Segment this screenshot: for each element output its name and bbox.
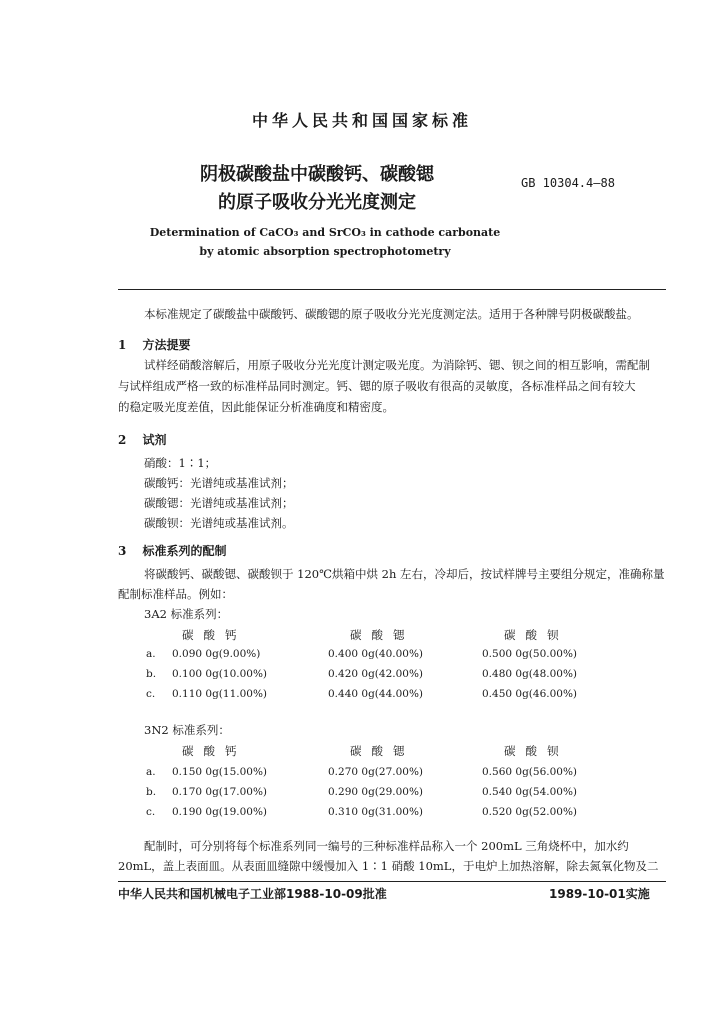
section-3-number: 3 xyxy=(118,544,127,558)
section-1-line: 与试样组成严格一致的标准样品同时测定。钙、锶的原子吸收有很高的灵敏度，各标准样品之间有较大 xyxy=(118,379,636,393)
reagent-item: 碳酸锶：光谱纯或基准试剂； xyxy=(144,496,294,510)
column-header-baco3: 碳酸钡 xyxy=(504,744,569,758)
header-divider xyxy=(118,289,666,290)
row-mark: a. xyxy=(146,648,156,660)
baco3-value: 0.500 0g(50.00%) xyxy=(482,648,578,660)
section-1-line: 的稳定吸光度差值，因此能保证分析准确度和精密度。 xyxy=(118,400,394,414)
section-1-heading xyxy=(118,336,191,353)
caco3-value: 0.170 0g(17.00%) xyxy=(172,786,268,798)
caco3-value: 0.190 0g(19.00%) xyxy=(172,806,268,818)
effective-date: 1989-10-01实施 xyxy=(549,887,650,901)
srco3-value: 0.290 0g(29.00%) xyxy=(328,786,424,798)
section-3-title: 标准系列的配制 xyxy=(142,544,227,558)
reagent-item: 硝酸：1∶1； xyxy=(144,456,217,470)
section-3-line: 配制标准样品。例如： xyxy=(118,587,233,601)
document-title-line2: 的原子吸收分光光度测定 xyxy=(218,192,416,213)
row-mark: b. xyxy=(146,668,157,680)
srco3-value: 0.420 0g(42.00%) xyxy=(328,668,424,680)
section-1-number: 1 xyxy=(118,338,127,352)
srco3-value: 0.440 0g(44.00%) xyxy=(328,688,424,700)
baco3-value: 0.480 0g(48.00%) xyxy=(482,668,578,680)
baco3-value: 0.450 0g(46.00%) xyxy=(482,688,578,700)
column-header-caco3: 碳酸钙 xyxy=(182,744,247,758)
srco3-value: 0.270 0g(27.00%) xyxy=(328,766,424,778)
caco3-value: 0.150 0g(15.00%) xyxy=(172,766,268,778)
section-3-heading xyxy=(118,542,227,559)
column-header-caco3: 碳酸钙 xyxy=(182,628,247,642)
intro-paragraph: 本标准规定了碳酸盐中碳酸钙、碳酸锶的原子吸收分光光度测定法。适用于各种牌号阴极碳酸盐。 xyxy=(144,307,639,321)
standard-number: GB 10304.4—88 xyxy=(521,176,615,190)
row-mark: c. xyxy=(146,688,156,700)
row-mark: c. xyxy=(146,806,156,818)
section-3-line: 将碳酸钙、碳酸锶、碳酸钡于 120℃烘箱中烘 2h 左右，冷却后，按试样牌号主要组分规定，准确称量 xyxy=(144,567,665,581)
reagent-item: 碳酸钡：光谱纯或基准试剂。 xyxy=(144,516,294,530)
baco3-value: 0.520 0g(52.00%) xyxy=(482,806,578,818)
baco3-value: 0.540 0g(54.00%) xyxy=(482,786,578,798)
reagent-item: 碳酸钙：光谱纯或基准试剂； xyxy=(144,476,294,490)
section-2-title: 试剂 xyxy=(142,433,167,447)
caco3-value: 0.090 0g(9.00%) xyxy=(172,648,261,660)
srco3-value: 0.400 0g(40.00%) xyxy=(328,648,424,660)
series-3a2-label: 3A2 标准系列： xyxy=(144,607,229,621)
english-title-line2: by atomic absorption spectrophotometry xyxy=(199,245,451,258)
row-mark: b. xyxy=(146,786,157,798)
caco3-value: 0.100 0g(10.00%) xyxy=(172,668,268,680)
approval-line: 中华人民共和国机械电子工业部1988-10-09批准 xyxy=(118,887,387,901)
series-3n2-label: 3N2 标准系列： xyxy=(144,723,230,737)
footer-divider xyxy=(118,881,666,882)
standard-title: 中华人民共和国国家标准 xyxy=(251,111,472,130)
row-mark: a. xyxy=(146,766,156,778)
section-2-heading xyxy=(118,431,167,448)
section-2-number: 2 xyxy=(118,433,127,447)
srco3-value: 0.310 0g(31.00%) xyxy=(328,806,424,818)
baco3-value: 0.560 0g(56.00%) xyxy=(482,766,578,778)
section-1-line: 试样经硝酸溶解后，用原子吸收分光光度计测定吸光度。为消除钙、锶、钡之间的相互影响，需配制 xyxy=(144,358,650,372)
english-title-line1: Determination of CaCO₃ and SrCO₃ in cathode carbonate xyxy=(149,226,501,239)
closing-line1: 配制时，可分别将每个标准系列同一编号的三种标准样品称入一个 200mL 三角烧杯中，加水约 xyxy=(144,839,629,853)
section-1-title: 方法提要 xyxy=(142,338,191,352)
column-header-srco3: 碳酸锶 xyxy=(350,744,415,758)
closing-line2: 20mL，盖上表面皿。从表面皿缝隙中缓慢加入 1∶1 硝酸 10mL，于电炉上加热溶解，除去氮氧化物及二 xyxy=(118,859,659,873)
caco3-value: 0.110 0g(11.00%) xyxy=(172,688,268,700)
column-header-srco3: 碳酸锶 xyxy=(350,628,415,642)
document-title-line1: 阴极碳酸盐中碳酸钙、碳酸锶 xyxy=(200,164,434,185)
column-header-baco3: 碳酸钡 xyxy=(504,628,569,642)
